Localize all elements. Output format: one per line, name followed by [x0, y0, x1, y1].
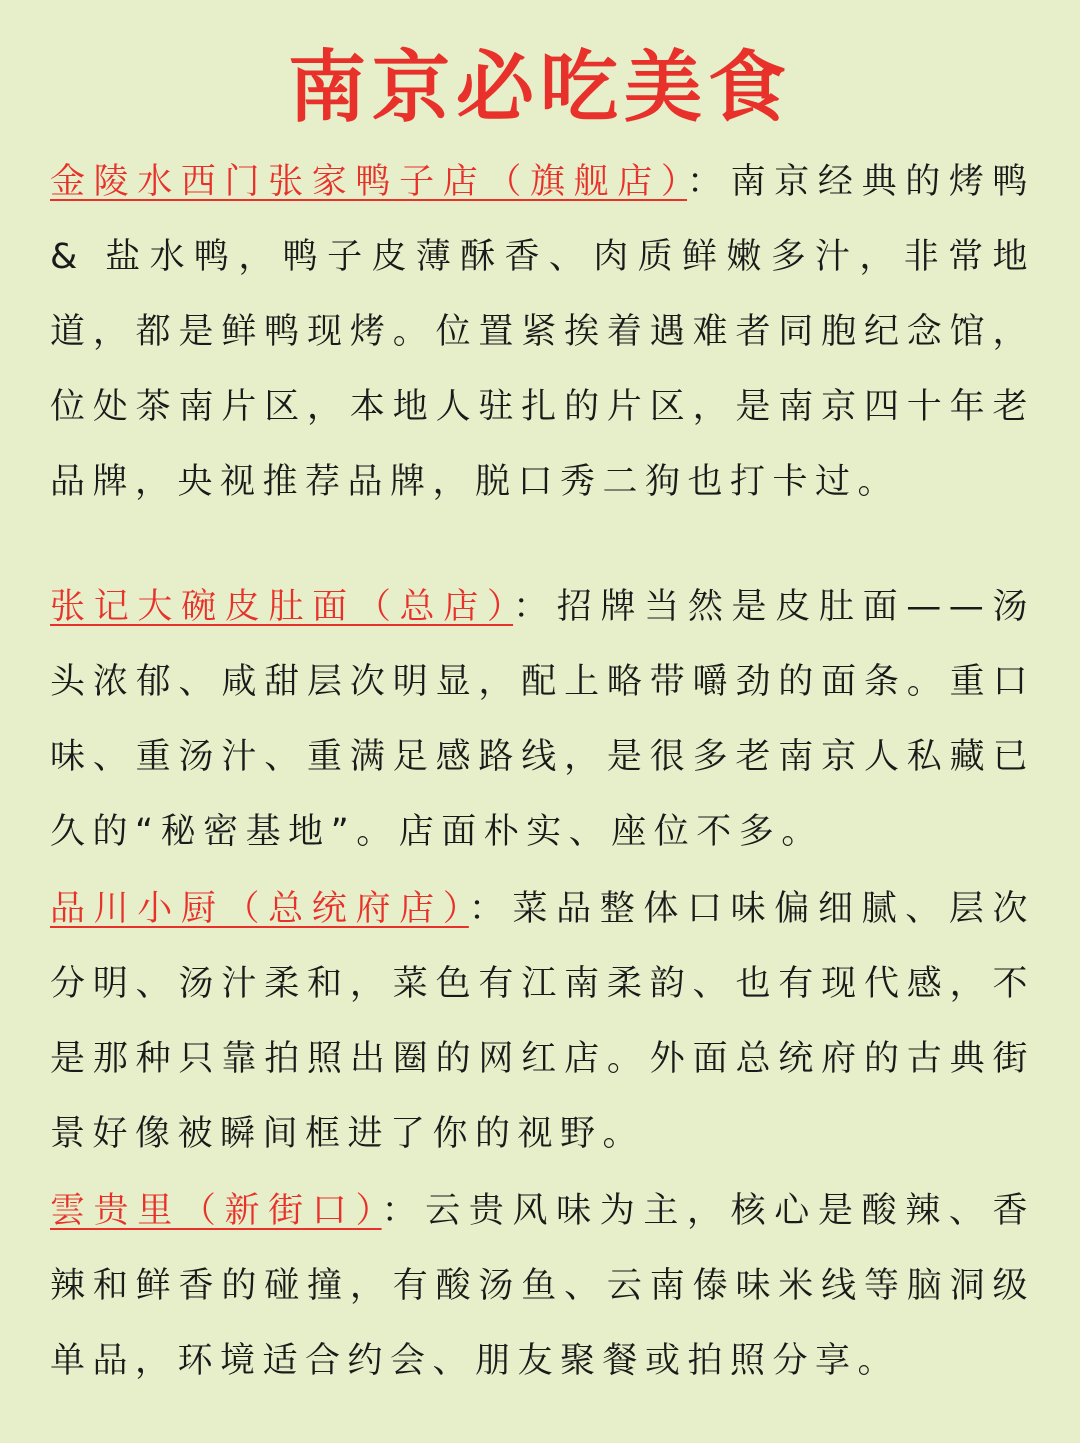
list-item-zhangji-noodle — [50, 570, 1035, 872]
list-item-zhangjia-duck — [50, 145, 1035, 570]
shop-description: ：云贵风味为主，核心是酸辣、香辣和鲜香的碰撞，有酸汤鱼、云南傣味米线等脑洞级单品，环境适合约会、朋友聚餐或拍照分享。 — [50, 1191, 1035, 1381]
shop-link-pinchuan-kitchen[interactable]: 品川小厨（总统府店） — [50, 889, 469, 929]
shop-description: ：菜品整体口味偏细腻、层次分明、汤汁柔和，菜色有江南柔韵、也有现代感，不是那种只靠拍照出圈的网红店。外面总统府的古典街景好像被瞬间框进了你的视野。 — [50, 889, 1035, 1154]
food-list — [50, 145, 1035, 1399]
shop-description: ：南京经典的烤鸭 & 盐水鸭，鸭子皮薄酥香、肉质鲜嫩多汁，非常地道，都是鲜鸭现烤。位置紧挨着遇难者同胞纪念馆，位处茶南片区，本地人驻扎的片区，是南京四十年老品牌，央视推荐品牌，脱口秀二狗也打卡过。 — [50, 162, 1035, 502]
page-title: 南京必吃美食 — [287, 43, 792, 133]
shop-link-yunguili[interactable]: 雲贵里（新街口） — [50, 1191, 382, 1231]
list-item-pinchuan-kitchen — [50, 872, 1035, 1174]
shop-link-zhangjia-duck[interactable]: 金陵水西门张家鸭子店（旗舰店） — [50, 162, 688, 202]
shop-link-zhangji-noodle[interactable]: 张记大碗皮肚面（总店） — [50, 587, 514, 627]
shop-description: ：招牌当然是皮肚面——汤头浓郁、咸甜层次明显，配上略带嚼劲的面条。重口味、重汤汁、重满足感路线，是很多老南京人私藏已久的“秘密基地”。店面朴实、座位不多。 — [50, 587, 1035, 852]
list-item-yunguili — [50, 1174, 1035, 1399]
